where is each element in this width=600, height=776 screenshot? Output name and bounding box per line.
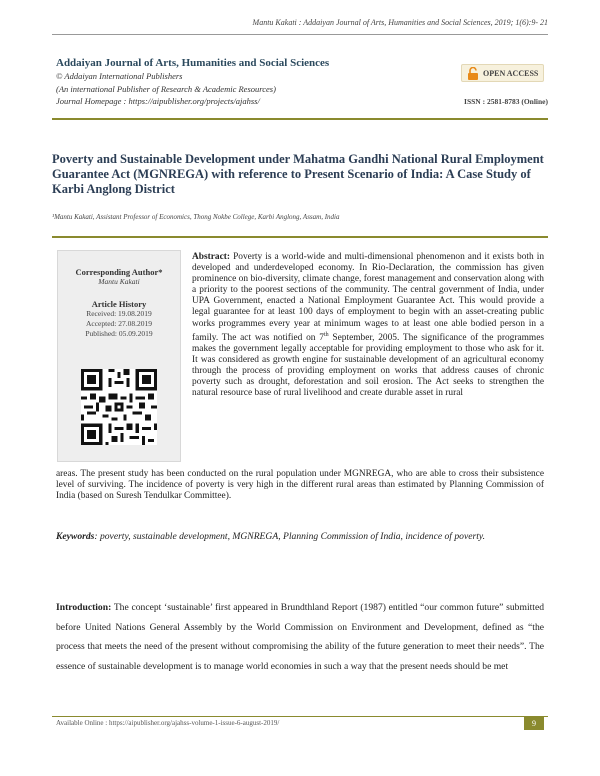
keywords-text: : poverty, sustainable development, MGNREGA, Planning Commission of India, incidence of poverty.	[94, 531, 485, 542]
available-online-link[interactable]: Available Online : https://aipublisher.org/ajahss-volume-1-issue-6-august-2019/	[56, 719, 280, 727]
received-date: Received: 19.08.2019	[86, 309, 152, 318]
published-date: Published: 05.09.2019	[85, 329, 153, 338]
introduction-text: The concept ‘sustainable’ first appeared in Brundthland Report (1987) entitled “our common future” submitted before United Nations General Assembly by the World Commission on Environment and Development, defined as “the process that meets the need of the present without compromising the ability of the future generation to meet their needs”. The essence of sustainable development is to manage world economies in such a way that the present needs should be met	[56, 602, 544, 672]
running-head: Mantu Kakati : Addaiyan Journal of Arts, Humanities and Social Sciences, 2019; 1(6):9- 21	[252, 18, 548, 27]
abstract-text-part1: Poverty is a world-wide and multi-dimensional phenomenon and it exists both in developed and underdeveloped economy. In Rio-Declaration, the commission has given prominence on bio-diversity, climate change, forest management and conservation along with a priority to the poorest sections of the community. The central government of India, under UPA Government, enacted a National Employment Guarantee Act. This would provide a legal guarantee for at least 100 days of employment to begin with an asset-creating public works programmes every year at minimum wages to at least one able bodied person in a family. The act was notified on 7	[192, 252, 545, 343]
open-access-label: OPEN ACCESS	[483, 68, 539, 78]
footer-rule	[52, 716, 548, 717]
article-info-box	[57, 250, 181, 462]
journal-masthead	[56, 56, 356, 108]
author-affiliation: ¹Mantu Kakati, Assistant Professor of Economics, Thong Nokbe College, Karbi Anglong, Assam, India	[52, 213, 340, 221]
publisher-note: (An international Publisher of Research & Academic Resources)	[56, 83, 276, 94]
journal-homepage-link[interactable]: Journal Homepage : https://aipublisher.org/projects/ajahss/	[56, 96, 260, 106]
issn-label: ISSN : 2581-8783 (Online)	[464, 97, 548, 106]
qr-code-icon[interactable]	[81, 369, 157, 445]
article-history-label: Article History	[91, 299, 147, 309]
open-access-badge	[461, 64, 544, 82]
corresponding-author-name: Mantu Kakati	[98, 277, 140, 286]
abstract-text-part2: September, 2005. The significance of the programmes makes the government legally acceptable for providing employment to those who ask for it. It was considered as growth engine for sustainable development of an agricultural economy through the process of providing employment on works that address causes of chronic poverty such as drought, deforestation and soil erosion. The Act seeks to strengthen the natural resource base of rural livelihood and create durable asset in rural	[192, 332, 544, 399]
header-divider	[52, 118, 548, 120]
title-divider	[52, 236, 548, 238]
introduction-paragraph	[56, 598, 544, 676]
abstract-paragraph	[192, 252, 544, 399]
top-rule	[52, 34, 548, 35]
accepted-date: Accepted: 27.08.2019	[85, 319, 153, 328]
open-lock-icon	[467, 67, 479, 80]
abstract-label: Abstract:	[192, 252, 231, 262]
journal-title: Addaiyan Journal of Arts, Humanities and Social Sciences	[56, 57, 330, 69]
abstract-continuation: areas. The present study has been conducted on the rural population under MGNREGA, who are able to cross their subsistence level of surviving. The incidence of poverty is very high in the different rural areas than estimated by Planning Commission of India (based on Suresh Tendulkar Committee).	[56, 469, 544, 502]
article-title: Poverty and Sustainable Development under Mahatma Gandhi National Rural Employment Guarantee Act (MGNREGA) with reference to Present Scenario of India: A Case Study of Karbi Anglong District	[52, 152, 544, 196]
introduction-label: Introduction:	[56, 602, 112, 613]
corresponding-author-label: Corresponding Author*	[75, 267, 163, 277]
date-superscript: th	[323, 331, 329, 338]
page-number: 9	[524, 717, 544, 730]
keywords-label: Keywords	[56, 531, 95, 542]
keywords-paragraph	[56, 530, 544, 543]
copyright-line: © Addaiyan International Publishers	[56, 71, 183, 81]
